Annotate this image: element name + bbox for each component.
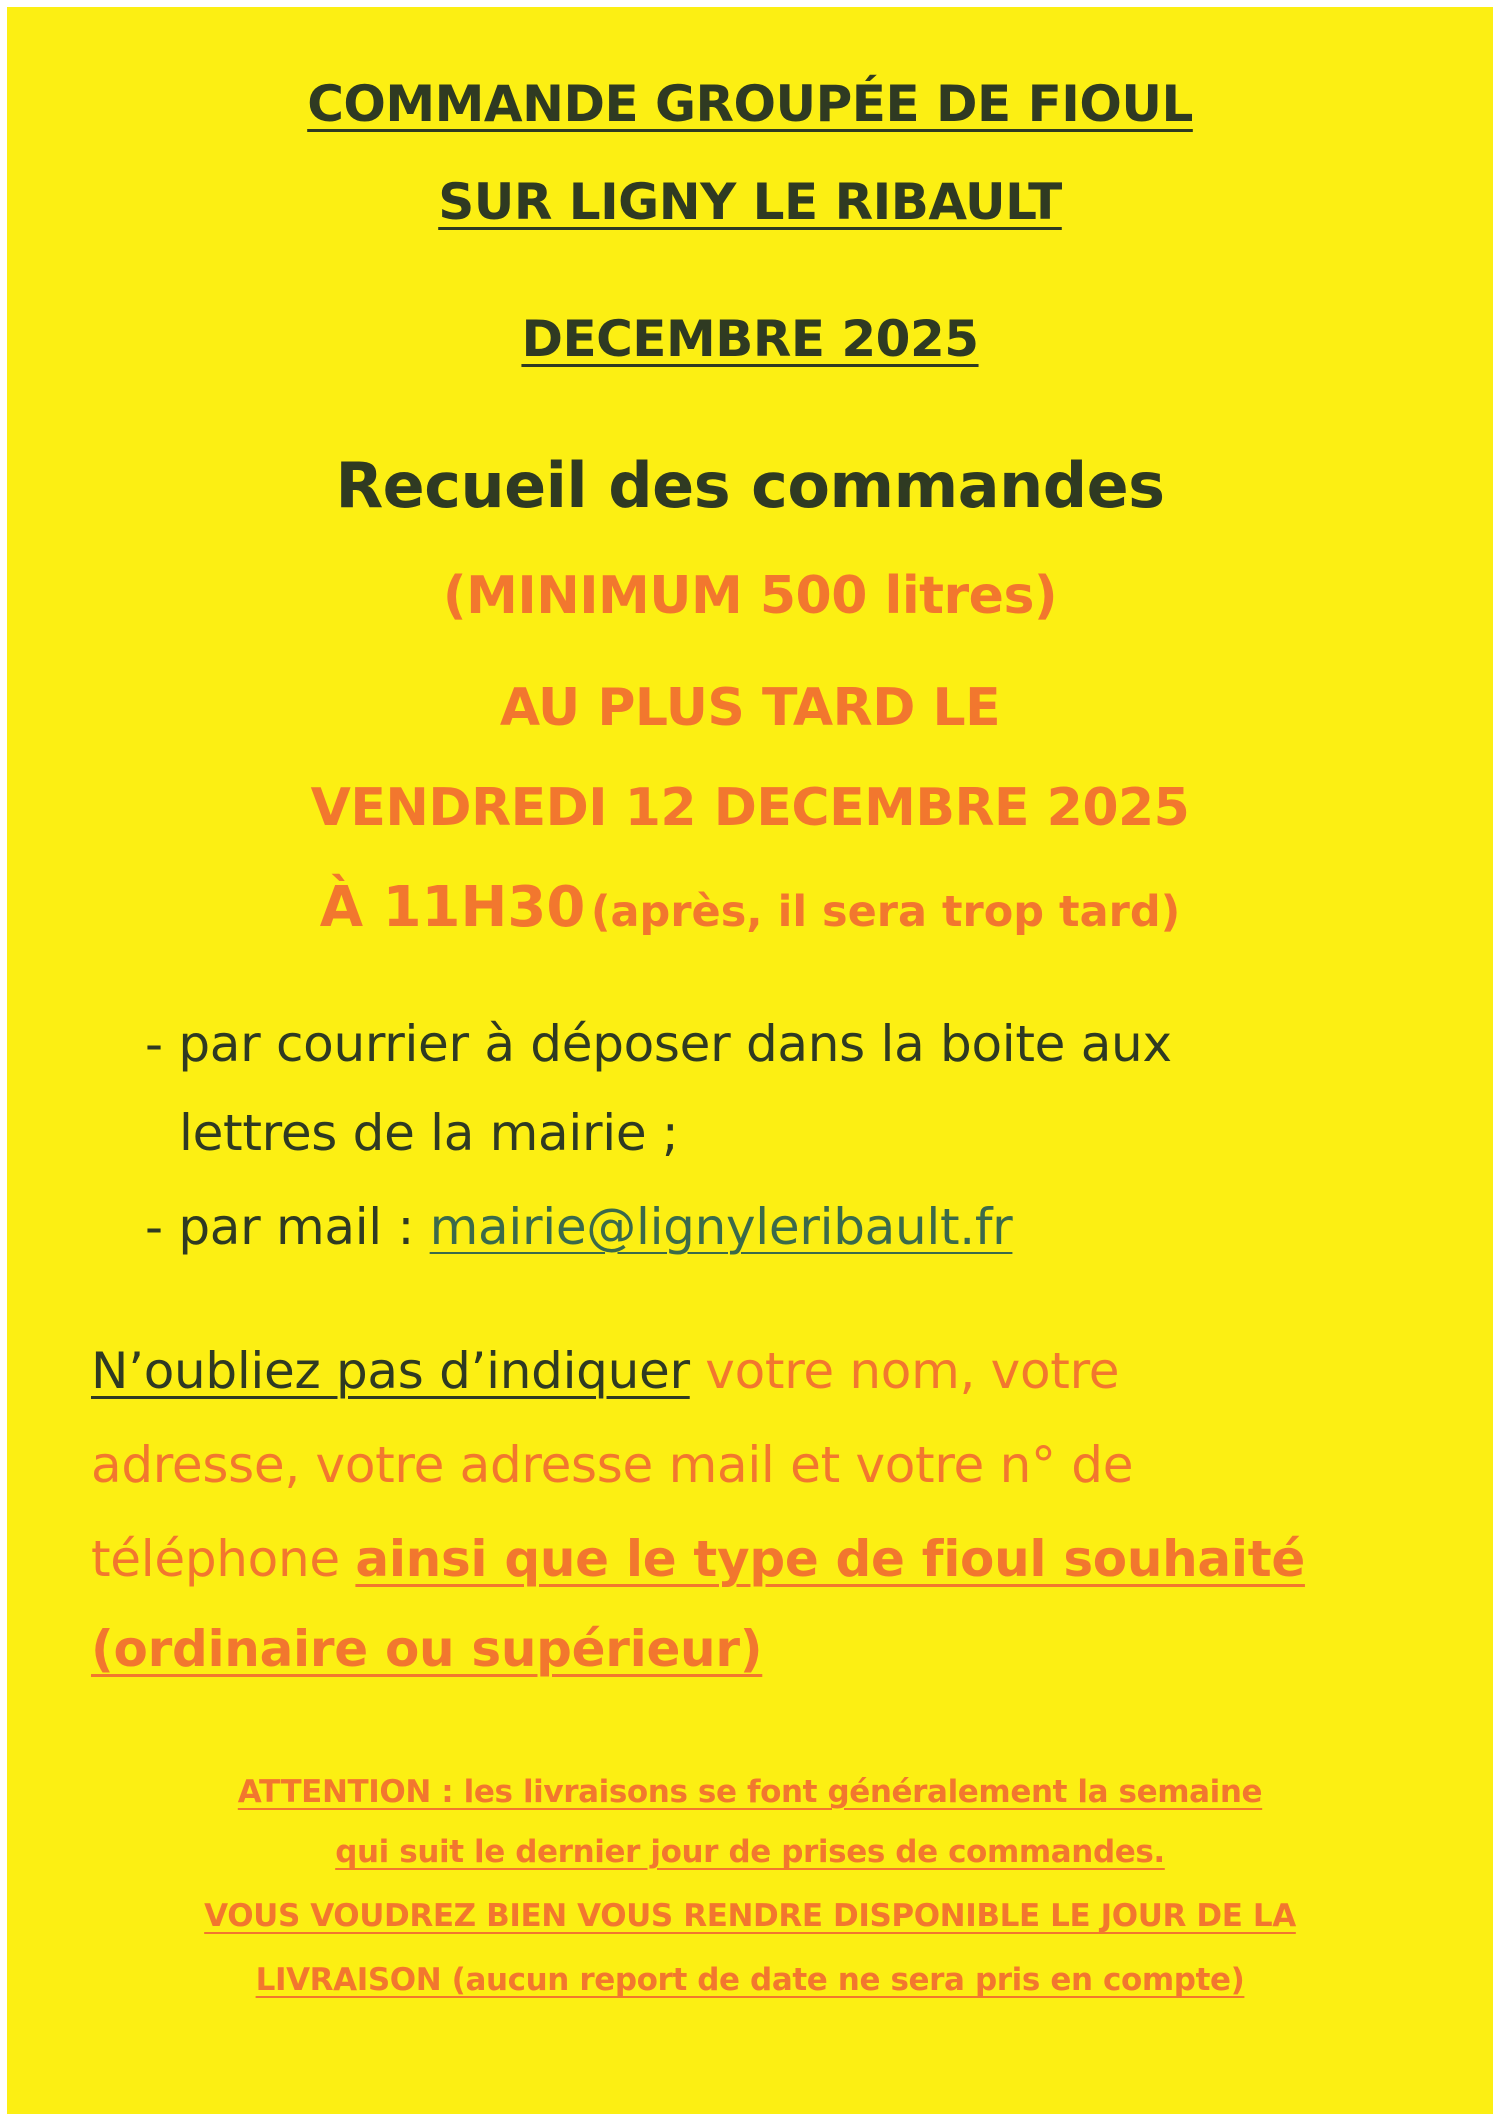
deadline-time: À 11H30 <box>319 875 586 940</box>
month-heading-text: DECEMBRE 2025 <box>521 310 979 368</box>
deadline-intro: AU PLUS TARD LE <box>499 678 1001 738</box>
reminder-line-3 <box>91 1530 1305 1588</box>
deadline-note: (après, il sera trop tard) <box>590 887 1181 937</box>
reminder-line-3-start: téléphone <box>91 1530 356 1588</box>
method-email-prefix: - par mail : <box>145 1198 430 1256</box>
method-mail-line-2: lettres de la mairie ; <box>179 1104 679 1162</box>
attention-line-1: ATTENTION : les livraisons se font généralement la semaine <box>237 1774 1263 1810</box>
collection-heading: Recueil des commandes <box>335 449 1165 522</box>
attention-line-4: LIVRAISON (aucun report de date ne sera pris en compte) <box>255 1962 1245 1998</box>
deadline-time-line <box>7 875 1493 940</box>
attention-line-2: qui suit le dernier jour de prises de commandes. <box>335 1834 1165 1870</box>
reminder-part-1: votre nom, votre <box>689 1342 1120 1400</box>
flyer-page <box>7 7 1493 2114</box>
month-heading <box>7 310 1493 368</box>
email-link[interactable]: mairie@lignyleribault.fr <box>429 1198 1013 1256</box>
method-email-line <box>145 1198 1013 1256</box>
reminder-line-2: adresse, votre adresse mail et votre n° de <box>91 1436 1134 1494</box>
minimum-quantity: (MINIMUM 500 litres) <box>442 566 1058 626</box>
reminder-line-4-emph: (ordinaire ou supérieur) <box>91 1620 763 1678</box>
method-mail-line-1: - par courrier à déposer dans la boite aux <box>145 1015 1172 1073</box>
reminder-lead: N’oubliez pas d’indiquer <box>91 1342 690 1400</box>
reminder-line-4 <box>91 1620 763 1678</box>
title-line-1-text: COMMANDE GROUPÉE DE FIOUL <box>307 75 1193 133</box>
deadline-date: VENDREDI 12 DECEMBRE 2025 <box>310 778 1190 838</box>
title-line-1 <box>7 75 1493 133</box>
reminder-line-1 <box>91 1342 1120 1400</box>
reminder-line-3-emph: ainsi que le type de fioul souhaité <box>355 1530 1305 1588</box>
title-line-2-text: SUR LIGNY LE RIBAULT <box>438 173 1062 231</box>
attention-line-3: VOUS VOUDREZ BIEN VOUS RENDRE DISPONIBLE LE JOUR DE LA <box>204 1898 1296 1934</box>
title-line-2 <box>7 173 1493 231</box>
